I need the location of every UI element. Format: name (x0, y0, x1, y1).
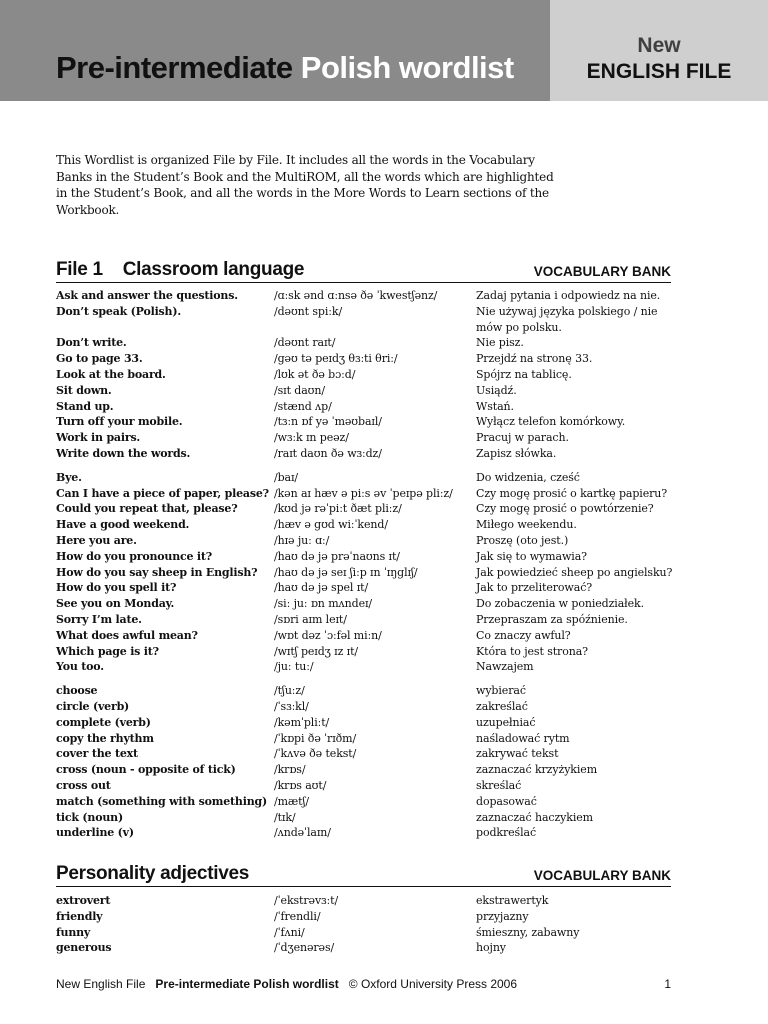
word-row (56, 580, 676, 596)
phonetic-transcription: /ˈfʌni/ (274, 925, 305, 939)
phonetic-transcription: /gəʊ tə peɪdʒ θɜːti θriː/ (274, 352, 398, 366)
polish-translation: Do widzenia, cześć (476, 470, 580, 484)
english-phrase: cross (noun - opposite of tick) (56, 763, 236, 777)
polish-translation: zaznaczać krzyżykiem (476, 763, 598, 777)
word-row (56, 746, 676, 762)
english-phrase: Work in pairs. (56, 431, 141, 445)
english-phrase: Sit down. (56, 383, 112, 397)
polish-translation: zakreślać (476, 699, 528, 713)
english-phrase: underline (v) (56, 826, 134, 840)
word-row (56, 367, 676, 383)
word-row (56, 612, 676, 628)
phonetic-transcription: /raɪt daʊn ðə wɜːdz/ (274, 446, 382, 460)
english-phrase: See you on Monday. (56, 597, 175, 611)
title-subject: Polish wordlist (300, 50, 514, 85)
polish-translation: uzupełniać (476, 715, 536, 729)
english-phrase: Go to page 33. (56, 352, 143, 366)
page-number: 1 (664, 977, 671, 991)
word-row (56, 414, 676, 430)
phonetic-transcription: /ˈekstrəvɜːt/ (274, 894, 339, 907)
english-phrase: Bye. (56, 470, 82, 484)
page-footer (56, 976, 671, 992)
english-phrase: generous (56, 941, 112, 955)
polish-translation: Jak to przeliterować? (476, 581, 593, 595)
polish-translation: Usiądź. (476, 383, 517, 397)
polish-translation: Pracuj w parach. (476, 431, 569, 445)
english-phrase: Stand up. (56, 399, 114, 413)
english-phrase: How do you pronounce it? (56, 549, 213, 563)
word-row (56, 470, 676, 486)
word-row (56, 565, 676, 581)
phonetic-transcription: /wɒt dəz ˈɔːfəl miːn/ (274, 628, 382, 642)
polish-translation: Miłego weekendu. (476, 518, 577, 532)
word-row (56, 909, 676, 925)
english-phrase: What does awful mean? (56, 628, 198, 642)
word-row (56, 501, 676, 517)
polish-translation: hojny (476, 941, 506, 955)
phonetic-transcription: /wɜːk ɪn peəz/ (274, 431, 349, 445)
word-row (56, 940, 676, 956)
english-phrase: funny (56, 925, 91, 939)
page-title (56, 48, 514, 88)
polish-translation: podkreślać (476, 826, 537, 840)
brand-new-label: New (637, 34, 681, 57)
word-row (56, 683, 676, 699)
wordlist-personality-adjectives (56, 893, 676, 956)
word-row (56, 517, 676, 533)
polish-translation: Spójrz na tablicę. (476, 367, 572, 381)
polish-translation: zaznaczać haczykiem (476, 810, 594, 824)
phonetic-transcription: /dəʊnt spiːk/ (274, 304, 343, 318)
polish-translation: Proszę (oto jest.) (476, 533, 569, 547)
phonetic-transcription: /ˈkɒpi ðə ˈrɪðm/ (274, 731, 357, 745)
english-phrase: cover the text (56, 747, 138, 761)
english-phrase: How do you spell it? (56, 581, 177, 595)
english-phrase: Which page is it? (56, 644, 159, 658)
phonetic-transcription: /tɪk/ (274, 810, 296, 824)
phonetic-transcription: /kʊd jə rəˈpiːt ðæt pliːz/ (274, 502, 402, 516)
phonetic-transcription: /mætʃ/ (274, 794, 309, 808)
brand-name-label: ENGLISH FILE (586, 60, 732, 83)
phonetic-transcription: /ˈkʌvə ðə tekst/ (274, 747, 357, 761)
polish-translation: Jak się to wymawia? (476, 549, 587, 563)
word-row (56, 304, 676, 336)
phonetic-transcription: /tʃuːz/ (274, 684, 305, 698)
phonetic-transcription: /krɒs aʊt/ (274, 778, 327, 792)
english-phrase: match (something with something) (56, 794, 267, 808)
phonetic-transcription: /haʊ də jə prəˈnaʊns ɪt/ (274, 549, 400, 563)
english-phrase: tick (noun) (56, 810, 123, 824)
title-level: Pre-intermediate (56, 50, 293, 85)
word-row (56, 825, 676, 841)
phonetic-transcription: /siː juː ɒn mʌndeɪ/ (274, 597, 372, 611)
vocabulary-bank-tag: VOCABULARY BANK (533, 868, 671, 883)
phonetic-transcription: /ʌndəˈlaɪn/ (274, 826, 331, 840)
phonetic-transcription: /baɪ/ (274, 470, 299, 484)
polish-translation: Co znaczy awful? (476, 628, 571, 642)
english-phrase: copy the rhythm (56, 731, 154, 745)
phonetic-transcription: /kəmˈpliːt/ (274, 715, 330, 729)
word-row (56, 778, 676, 794)
wordlist-classroom-language (56, 288, 676, 841)
section-header-personality (56, 862, 671, 887)
polish-translation: Nie używaj języka polskiego / nie mów po polsku. (476, 304, 658, 334)
word-row (56, 699, 676, 715)
english-phrase: choose (56, 684, 98, 698)
polish-translation: naśladować rytm (476, 731, 570, 745)
word-row (56, 596, 676, 612)
word-row (56, 794, 676, 810)
word-row (56, 628, 676, 644)
word-row (56, 762, 676, 778)
english-phrase: Ask and answer the questions. (56, 289, 238, 302)
polish-translation: Nawzajem (476, 660, 534, 674)
word-row (56, 446, 676, 462)
word-row (56, 430, 676, 446)
english-phrase: cross out (56, 778, 111, 792)
polish-translation: zakrywać tekst (476, 747, 559, 761)
footer-doc-title: Pre-intermediate Polish wordlist (155, 977, 339, 991)
word-row (56, 288, 676, 304)
polish-translation: Przepraszam za spóźnienie. (476, 612, 628, 626)
word-row (56, 731, 676, 747)
vocabulary-bank-tag: VOCABULARY BANK (533, 264, 671, 279)
section-header-file1 (56, 258, 671, 283)
polish-translation: Jak powiedzieć sheep po angielsku? (476, 565, 673, 579)
polish-translation: Czy mogę prosić o kartkę papieru? (476, 486, 668, 500)
english-phrase: Look at the board. (56, 367, 166, 381)
word-row (56, 810, 676, 826)
word-row (56, 486, 676, 502)
polish-translation: śmieszny, zabawny (476, 925, 580, 939)
phonetic-transcription: /krɒs/ (274, 763, 306, 777)
polish-translation: dopasować (476, 794, 537, 808)
polish-translation: Nie pisz. (476, 336, 524, 350)
english-phrase: Can I have a piece of paper, please? (56, 486, 269, 500)
phonetic-transcription: /hæv ə gʊd wiːˈkend/ (274, 518, 388, 532)
phonetic-transcription: /stænd ʌp/ (274, 399, 332, 413)
english-phrase: Write down the words. (56, 446, 191, 460)
phonetic-transcription: /tɜːn ɒf yə ˈməʊbaɪl/ (274, 415, 382, 429)
section-title: Personality adjectives (56, 863, 250, 884)
polish-translation: Zapisz słówka. (476, 446, 557, 460)
english-phrase: complete (verb) (56, 715, 151, 729)
phonetic-transcription: /kən aɪ hæv ə piːs əv ˈpeɪpə pliːz/ (274, 486, 453, 500)
intro-paragraph: This Wordlist is organized File by File. It includes all the words in the Vocabulary Banks in the Student’s Book and the MultiROM, all the words which are highlighted in the Student’s Book, and all the words in the More Words to Learn sections of the Workbook. (56, 153, 554, 217)
phonetic-transcription: /wɪtʃ peɪdʒ ɪz ɪt/ (274, 644, 359, 658)
phonetic-transcription: /lʊk ət ðə bɔːd/ (274, 367, 356, 381)
phonetic-transcription: /juː tuː/ (274, 660, 314, 674)
polish-translation: wybierać (476, 684, 526, 698)
phonetic-transcription: /dəʊnt raɪt/ (274, 336, 336, 350)
english-phrase: circle (verb) (56, 699, 130, 713)
word-row (56, 893, 676, 909)
word-row (56, 925, 676, 941)
word-row (56, 533, 676, 549)
phonetic-transcription: /haʊ də jə seɪ ʃiːp ɪn ˈɪŋglɪʃ/ (274, 565, 418, 579)
polish-translation: Zadaj pytania i odpowiedz na nie. (476, 289, 661, 302)
phonetic-transcription: /sɒri aɪm leɪt/ (274, 612, 347, 626)
phonetic-transcription: /haʊ də jə spel ɪt/ (274, 581, 369, 595)
polish-translation: skreślać (476, 778, 522, 792)
word-row (56, 351, 676, 367)
english-phrase: Here you are. (56, 533, 137, 547)
english-phrase: How do you say sheep in English? (56, 565, 258, 579)
english-phrase: friendly (56, 909, 103, 923)
phonetic-transcription: /ˈdʒenərəs/ (274, 941, 335, 955)
word-row (56, 335, 676, 351)
english-phrase: You too. (56, 660, 104, 674)
polish-translation: Która to jest strona? (476, 644, 588, 658)
polish-translation: Wstań. (476, 399, 514, 413)
polish-translation: przyjazny (476, 909, 529, 923)
english-phrase: Turn off your mobile. (56, 415, 183, 429)
polish-translation: Wyłącz telefon komórkowy. (476, 415, 626, 429)
section-title: File 1 Classroom language (56, 259, 305, 280)
word-row (56, 659, 676, 675)
word-row (56, 549, 676, 565)
polish-translation: Przejdź na stronę 33. (476, 352, 593, 366)
footer-series: New English File (56, 977, 146, 991)
polish-translation: ekstrawertyk (476, 894, 549, 907)
english-phrase: extrovert (56, 894, 111, 907)
phonetic-transcription: /ɑːsk ənd ɑːnsə ðə ˈkwestʃənz/ (274, 289, 438, 302)
english-phrase: Could you repeat that, please? (56, 502, 238, 516)
word-row (56, 715, 676, 731)
phonetic-transcription: /ˈsɜːkl/ (274, 699, 309, 713)
footer-copyright: © Oxford University Press 2006 (348, 977, 518, 991)
word-row (56, 399, 676, 415)
english-phrase: Don’t write. (56, 336, 127, 350)
phonetic-transcription: /ˈfrendli/ (274, 909, 321, 923)
word-row (56, 644, 676, 660)
word-row (56, 383, 676, 399)
english-phrase: Have a good weekend. (56, 518, 190, 532)
polish-translation: Do zobaczenia w poniedziałek. (476, 597, 645, 611)
phonetic-transcription: /hɪə juː ɑː/ (274, 533, 330, 547)
english-phrase: Sorry I’m late. (56, 612, 142, 626)
phonetic-transcription: /sɪt daʊn/ (274, 383, 325, 397)
polish-translation: Czy mogę prosić o powtórzenie? (476, 502, 654, 516)
english-phrase: Don’t speak (Polish). (56, 304, 181, 318)
